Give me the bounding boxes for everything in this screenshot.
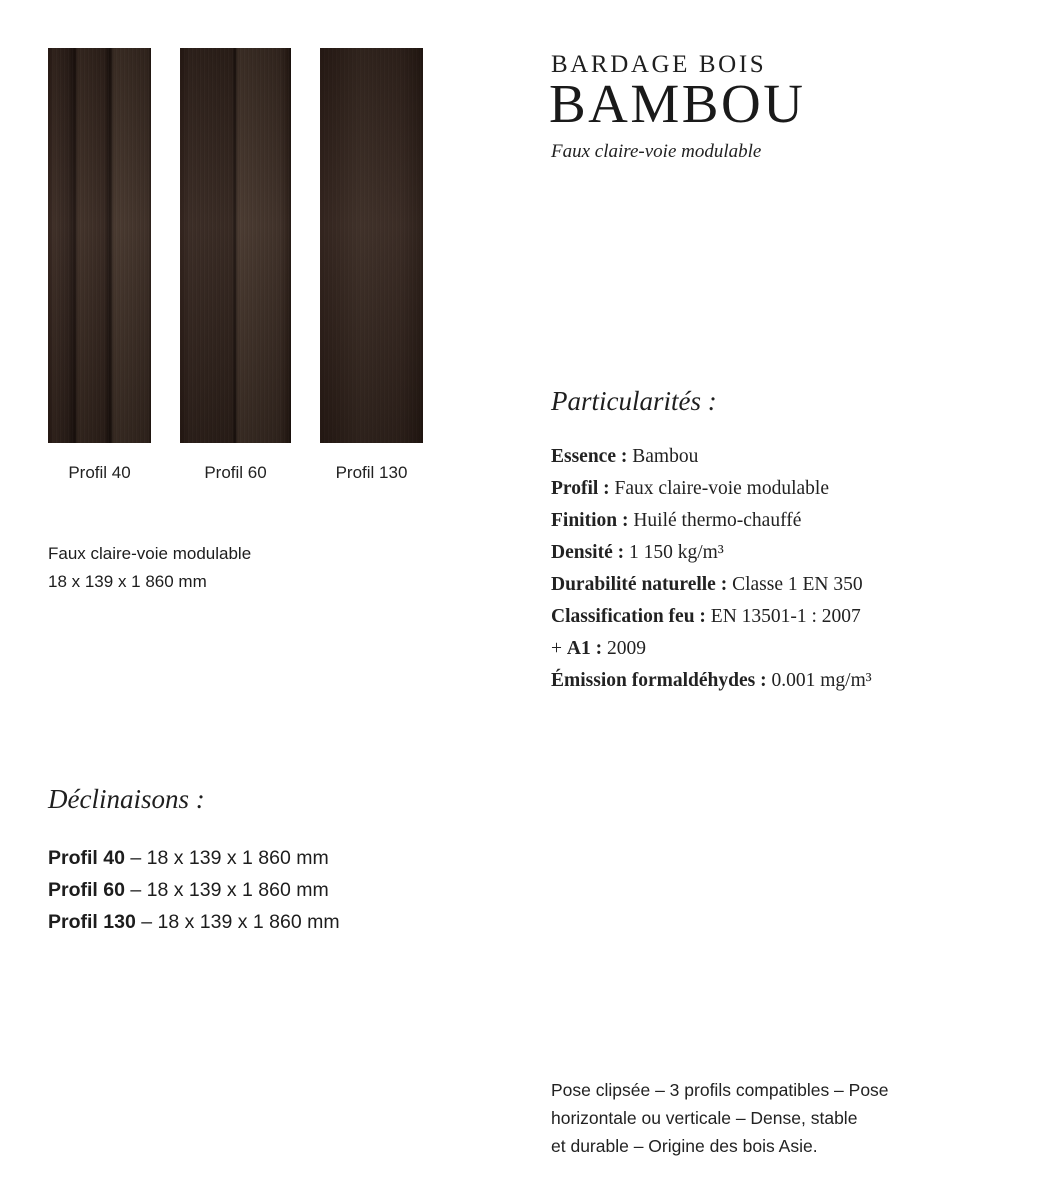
particularites-heading: Particularités : [551, 386, 717, 416]
profil-40-image [48, 48, 151, 443]
spec-key: Émission formaldéhydes : [551, 670, 767, 691]
note-line: et durable – Origine des bois Asie. [551, 1136, 818, 1156]
spec-row [551, 473, 872, 505]
declinaison-dims: – 18 x 139 x 1 860 mm [124, 847, 329, 869]
spec-value: 1 150 kg/m³ [624, 542, 724, 563]
profil-130-label: Profil 130 [335, 463, 408, 482]
spec-value: EN 13501-1 : 2007 [705, 606, 861, 627]
profil-40-label: Profil 40 [68, 463, 131, 482]
spec-value: 0.001 mg/m³ [766, 670, 872, 691]
spec-value: Huilé thermo-chauffé [628, 510, 802, 531]
spec-key: Classification feu : [551, 606, 706, 627]
spec-key: A1 : [566, 638, 603, 659]
spec-value: Classe 1 EN 350 [727, 574, 863, 595]
spec-list [551, 441, 872, 697]
spec-key: Finition : [551, 510, 629, 531]
declinaisons-heading: Déclinaisons : [48, 784, 205, 814]
declinaison-item [48, 874, 340, 906]
declinaison-name: Profil 60 [48, 879, 125, 901]
spec-row [551, 537, 872, 569]
spec-prefix: + [551, 638, 567, 659]
spec-row [551, 633, 872, 665]
spec-value: 2009 [602, 638, 646, 659]
product-caption [48, 540, 251, 596]
declinaison-dims: – 18 x 139 x 1 860 mm [135, 911, 340, 933]
caption-dimensions: 18 x 139 x 1 860 mm [48, 572, 207, 591]
declinaison-name: Profil 40 [48, 847, 125, 869]
spec-key: Essence : [551, 446, 628, 467]
spec-key: Profil : [551, 478, 610, 499]
product-title: BAMBOU [549, 73, 806, 134]
spec-key: Durabilité naturelle : [551, 574, 728, 595]
spec-value: Bambou [627, 446, 699, 467]
spec-value: Faux claire-voie modulable [609, 478, 829, 499]
declinaison-item [48, 906, 340, 938]
spec-row [551, 441, 872, 473]
note-line: Pose clipsée – 3 profils compatibles – Pose [551, 1080, 889, 1100]
spec-row [551, 665, 872, 697]
profil-130-image [320, 48, 423, 443]
note-line: horizontale ou verticale – Dense, stable [551, 1108, 858, 1128]
declinaison-name: Profil 130 [48, 911, 136, 933]
profil-60-label: Profil 60 [204, 463, 267, 482]
product-category: BARDAGE BOIS [551, 51, 767, 78]
declinaison-dims: – 18 x 139 x 1 860 mm [124, 879, 329, 901]
profil-60-image [180, 48, 291, 443]
product-subtitle: Faux claire-voie modulable [551, 141, 762, 162]
spec-key: Densité : [551, 542, 625, 563]
spec-row [551, 505, 872, 537]
caption-title: Faux claire-voie modulable [48, 544, 252, 563]
installation-note [551, 1076, 931, 1160]
declinaison-item [48, 842, 340, 874]
spec-row [551, 601, 872, 633]
spec-row [551, 569, 872, 601]
declinaisons-list [48, 842, 340, 938]
